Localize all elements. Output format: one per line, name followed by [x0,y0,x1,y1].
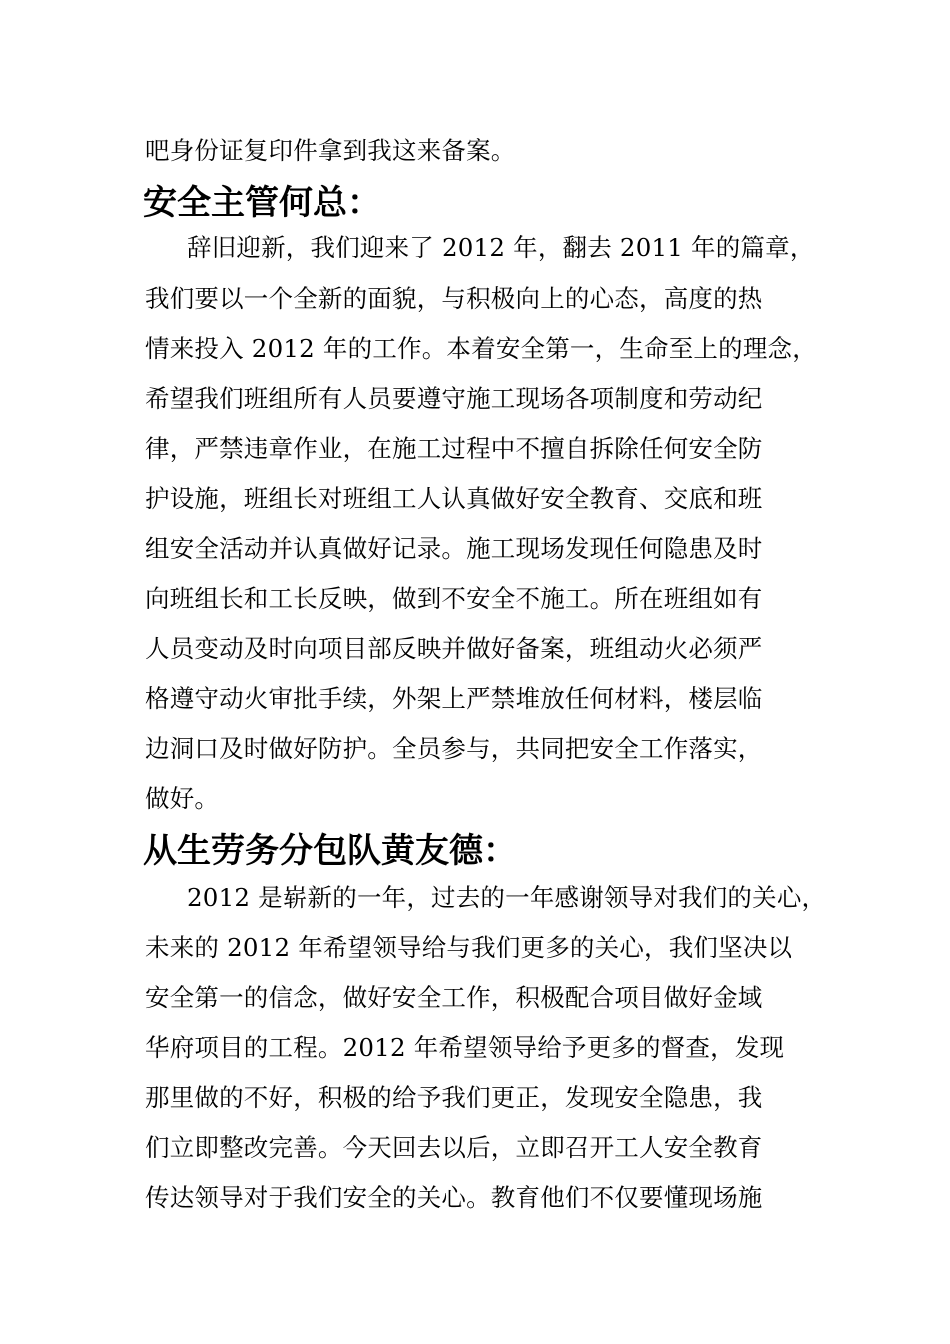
text-line: 们立即整改完善。今天回去以后，立即召开工人安全教育 [145,1133,763,1162]
text-line: 希望我们班组所有人员要遵守施工现场各项制度和劳动纪 [145,384,763,413]
text-line: 吧身份证复印件拿到我这来备案。 [145,136,516,165]
text-line: 那里做的不好，积极的给予我们更正，发现安全隐患，我 [145,1083,763,1112]
text-line: 律，严禁违章作业，在施工过程中不擅自拆除任何安全防 [145,434,763,463]
text-line: 传达领导对于我们安全的关心。教育他们不仅要懂现场施 [145,1183,763,1212]
text-line: 护设施，班组长对班组工人认真做好安全教育、交底和班 [145,484,763,513]
text-line: 安全第一的信念，做好安全工作，积极配合项目做好金域 [145,983,763,1012]
text-line: 华府项目的工程。2012 年希望领导给予更多的督查，发现 [145,1033,785,1062]
text-line: 向班组长和工长反映，做到不安全不施工。所在班组如有 [145,584,763,613]
text-line: 辞旧迎新，我们迎来了 2012 年，翻去 2011 年的篇章， [187,233,815,262]
text-line: 格遵守动火审批手续，外架上严禁堆放任何材料，楼层临 [145,684,763,713]
text-line: 边洞口及时做好防护。全员参与，共同把安全工作落实， [145,734,763,763]
text-line: 情来投入 2012 年的工作。本着安全第一，生命至上的理念， [145,334,817,363]
text-line: 我们要以一个全新的面貌，与积极向上的心态，高度的热 [145,284,763,313]
section-heading-safety-manager: 安全主管何总： [143,183,381,223]
text-line: 人员变动及时向项目部反映并做好备案，班组动火必须严 [145,634,763,663]
section-heading-labor-subcontractor: 从生劳务分包队黄友德： [143,831,517,871]
text-line: 未来的 2012 年希望领导给与我们更多的关心，我们坚决以 [145,933,793,962]
text-line: 做好。 [145,784,220,813]
text-line: 组安全活动并认真做好记录。施工现场发现任何隐患及时 [145,534,763,563]
text-line: 2012 是崭新的一年，过去的一年感谢领导对我们的关心， [187,883,827,912]
